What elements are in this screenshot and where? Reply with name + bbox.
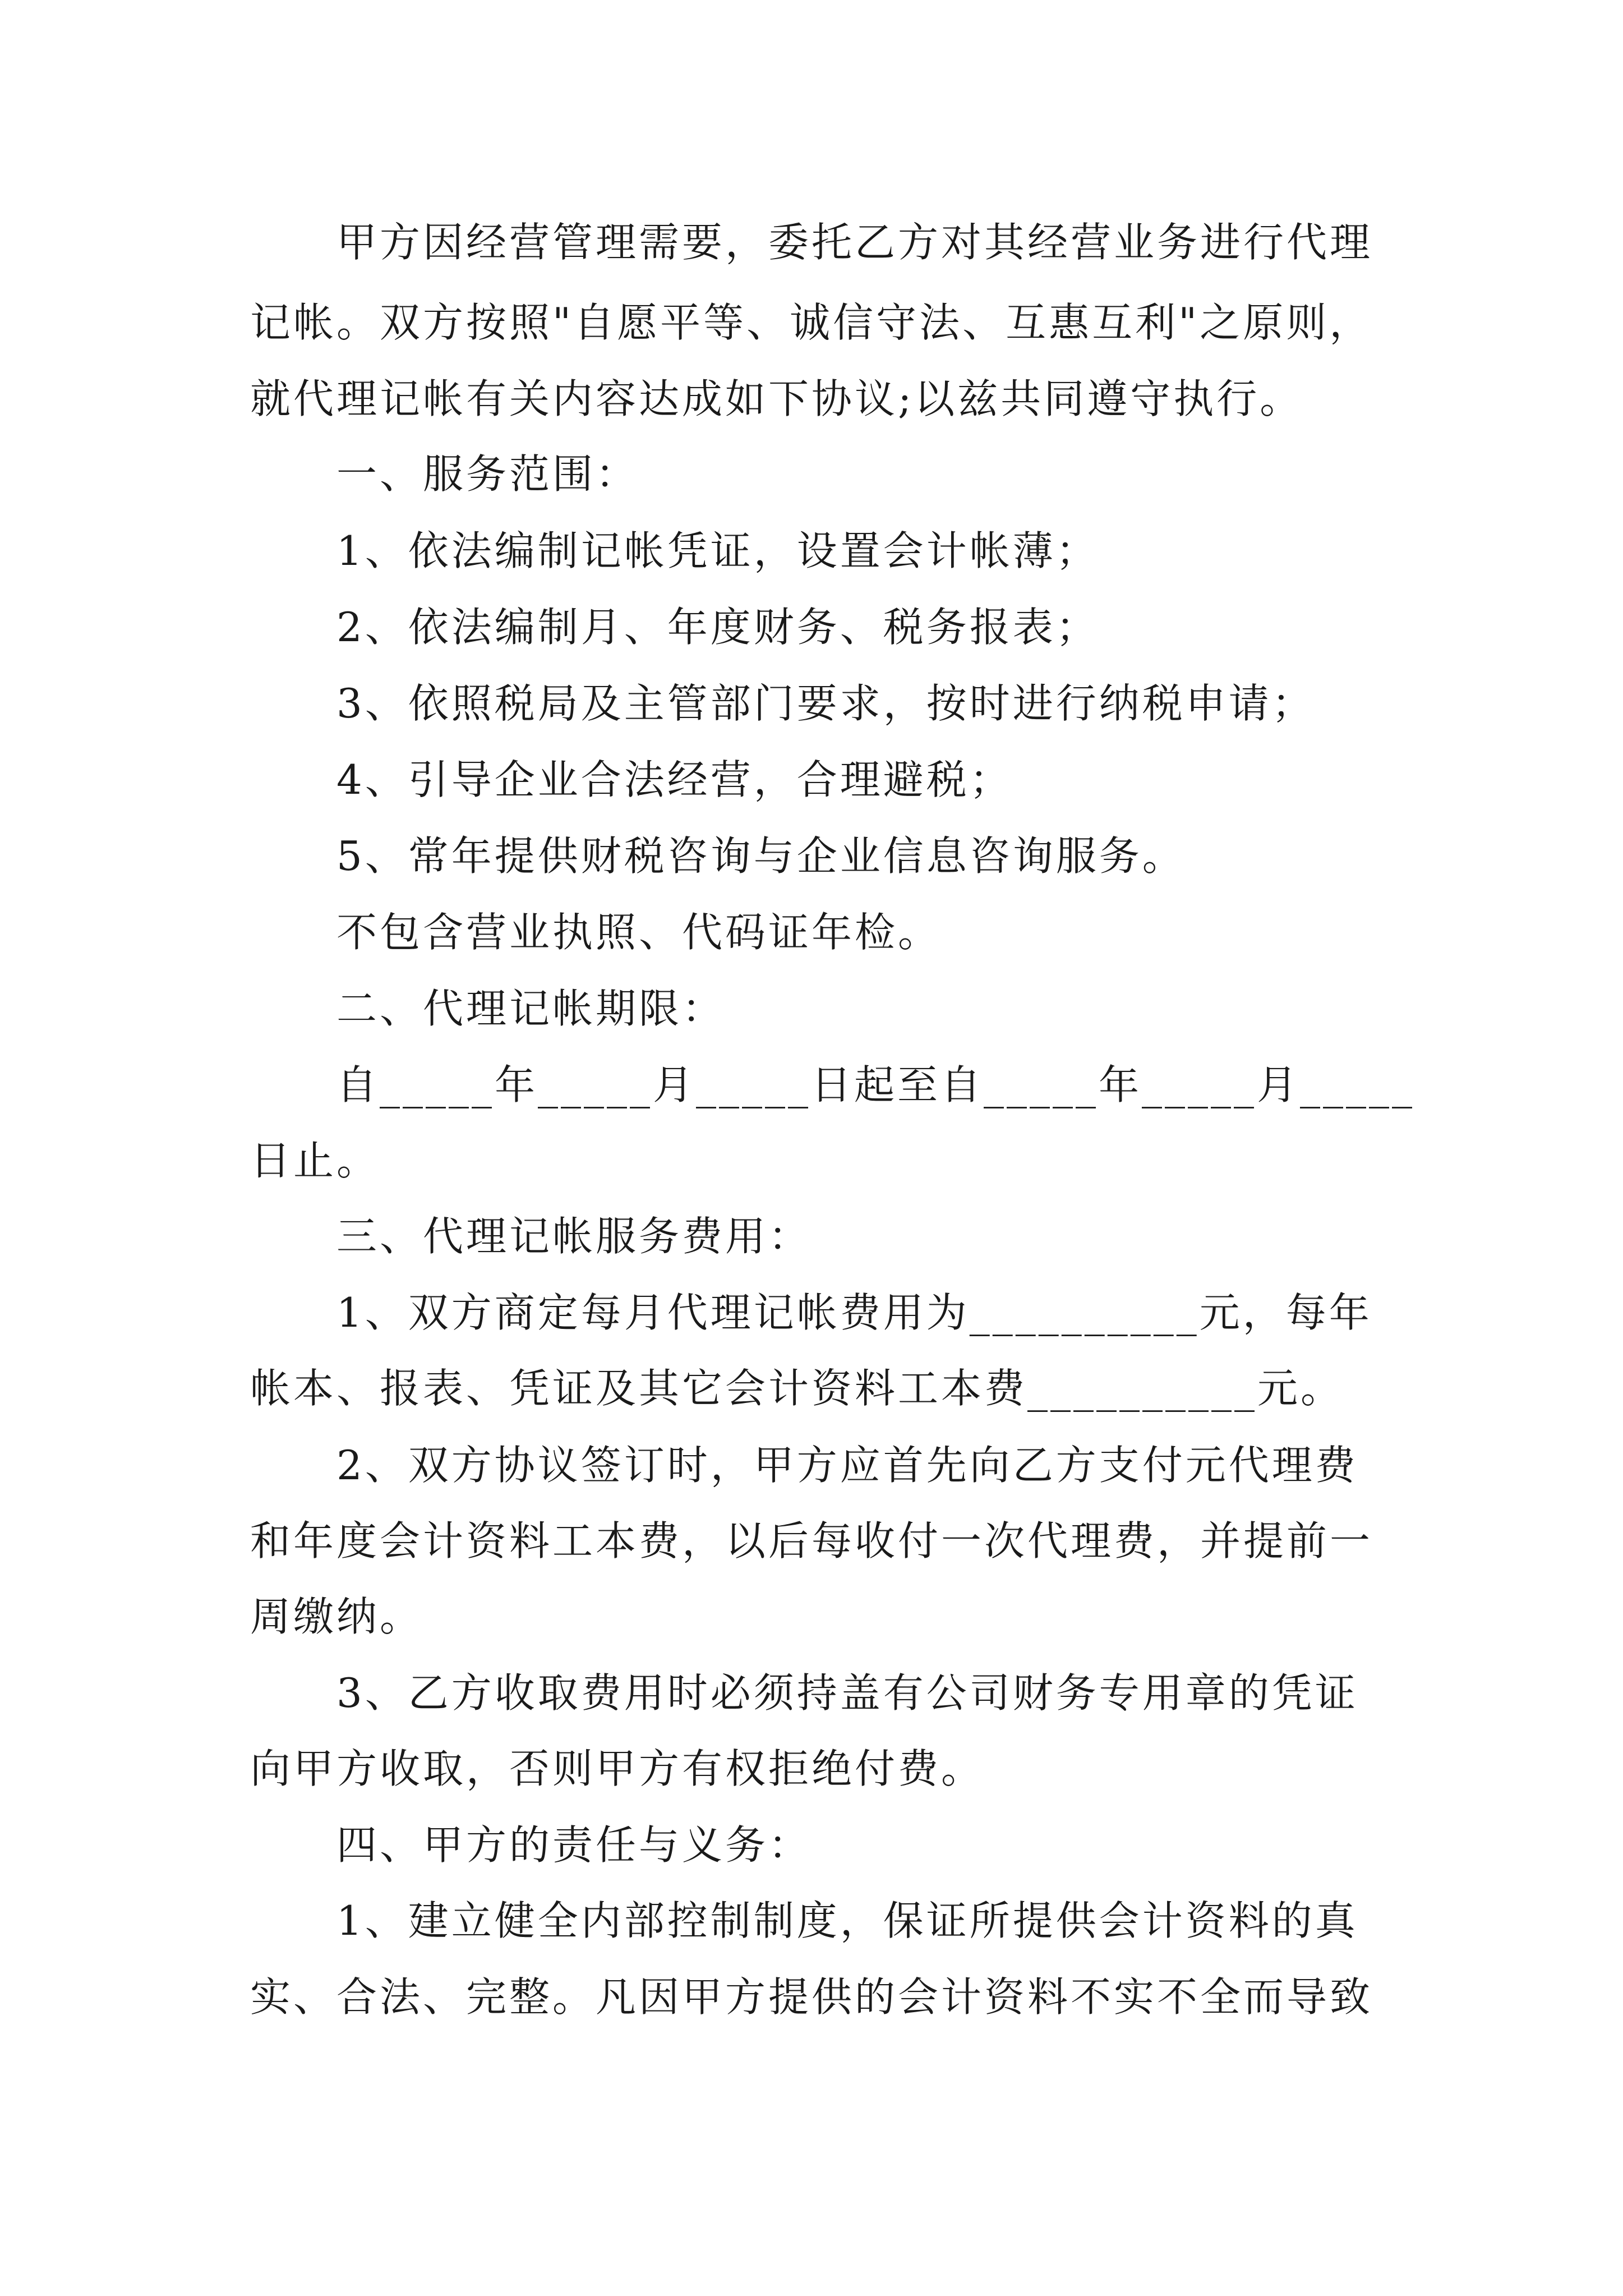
paragraph-line: 实、合法、完整。凡因甲方提供的会计资料不实不全而导致 [250,1973,1373,2021]
paragraph-line: 向甲方收取，否则甲方有权拒绝付费。 [250,1745,985,1792]
paragraph-line: 3、乙方收取费用时必须持盖有公司财务专用章的凭证 [336,1669,1358,1717]
paragraph-line: 记帐。双方按照"自愿平等、诚信守法、互惠互利"之原则， [250,299,1373,346]
paragraph-line: 周缴纳。 [250,1593,423,1640]
list-item: 4、引导企业合法经营，合理避税； [336,756,1013,803]
paragraph-line: 1、建立健全内部控制制度，保证所提供会计资料的真 [336,1897,1358,1944]
paragraph-line: 和年度会计资料工本费，以后每收付一次代理费，并提前一 [250,1517,1373,1565]
paragraph-line: 日止。 [250,1137,380,1184]
paragraph-line: 就代理记帐有关内容达成如下协议;以兹共同遵守执行。 [250,375,1303,422]
paragraph-line: 不包含营业执照、代码证年检。 [336,909,942,956]
section-heading: 三、代理记帐服务费用： [336,1213,812,1260]
date-fill-line: 自_____年_____月_____日起至自_____年_____月_____ [336,1061,1415,1108]
paragraph-line: 2、双方协议签订时，甲方应首先向乙方支付元代理费 [336,1442,1358,1489]
section-heading: 二、代理记帐期限： [336,985,726,1032]
section-heading: 四、甲方的责任与义务： [336,1821,812,1869]
list-item: 2、依法编制月、年度财务、税务报表； [336,604,1099,651]
fee-line: 1、双方商定每月代理记帐费用为__________元，每年 [336,1289,1372,1336]
list-item: 1、依法编制记帐凭证，设置会计帐薄； [336,527,1099,574]
section-heading: 一、服务范围： [336,450,639,498]
list-item: 5、常年提供财税咨询与企业信息咨询服务。 [336,832,1186,880]
fee-line: 帐本、报表、凭证及其它会计资料工本费__________元。 [250,1365,1344,1412]
list-item: 3、依照税局及主管部门要求，按时进行纳税申请； [336,680,1315,727]
paragraph-line: 甲方因经营管理需要，委托乙方对其经营业务进行代理 [336,219,1373,266]
